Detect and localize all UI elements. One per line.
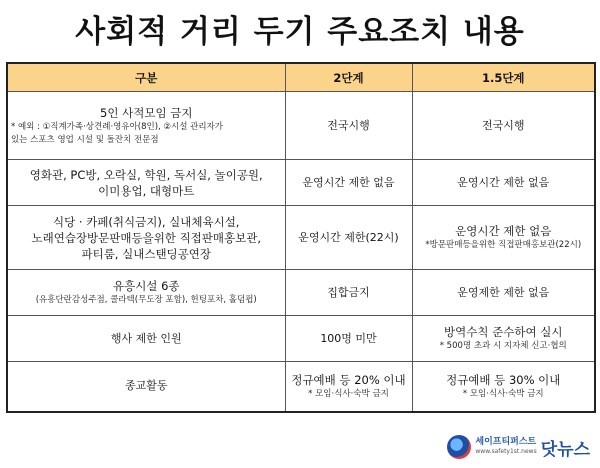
level-1-5-note: * 모임·식사·숙박 금지 [462,388,544,399]
header-level-2: 2단계 [285,63,412,92]
category-line: 노래연습장방문판매등을위한 직접판매홍보관, [31,230,261,245]
level-1-5-value: 정규예배 등 30% 이내 [446,372,561,387]
level-1-5-cell [412,206,595,270]
table-row [7,316,595,362]
level-1-5-cell [412,316,595,362]
row-category [7,160,285,206]
level-1-5-value: 운영시간 제한 없음 [455,224,552,238]
logo-url: www.safety1st.news [475,448,537,455]
table-row [7,362,595,412]
level-2-value: 전국시행 [285,92,412,160]
row-category [7,270,285,316]
level-2-value: 집합금지 [285,270,412,316]
level-2-value: 정규예배 등 20% 이내 [291,372,406,387]
level-2-value: 운영시간 제한(22시) [285,206,412,270]
page-title: 사회적 거리 두기 주요조치 내용 [75,14,525,50]
category-main: 5인 사적모임 금지 [100,105,193,120]
category-line: 파티룸, 실내스탠딩공연장 [81,246,211,261]
level-2-value: 100명 미만 [285,316,412,362]
row-category: 종교활동 [7,362,285,412]
category-note: 있는 스포츠 영업 시설 및 돌잔치 전문점 [11,134,159,145]
header-category: 구분 [7,63,285,92]
logo-brand: 닷뉴스 [540,439,590,460]
level-1-5-value: 전국시행 [412,92,595,160]
logo-text [475,437,536,457]
table-row [7,206,595,270]
category-main: 유흥시설 6종 [112,279,180,293]
level-1-5-value: 운영제한 제한 없음 [412,270,595,316]
table-row [7,92,595,160]
level-2-note: * 모임·식사·숙박 금지 [308,388,389,399]
category-note: (유흥단란감성주점, 콜라텍(무도장 포함), 헌팅포차, 홀덤펍) [35,295,257,305]
level-1-5-cell [412,362,595,412]
category-note: * 예외 : ①직계가족·상견례·영유아(8인), ②시설 관리자가 [11,121,224,132]
level-2-cell [285,362,412,412]
level-1-5-note: * 500명 초과 시 지자체 신고·협의 [439,341,567,351]
category-line: 이미용업, 대형마트 [98,183,195,198]
level-1-5-value: 운영시간 제한 없음 [412,160,595,206]
level-1-5-note: *방문판매등을위한 직접판매홍보관(22시) [425,240,582,250]
measures-table [6,62,596,413]
publisher-logo [447,432,590,462]
header-level-1-5: 1.5단계 [412,63,595,92]
table-row [7,270,595,316]
row-category [7,206,285,270]
row-category [7,92,285,160]
table-header-row [7,63,595,92]
table-row [7,160,595,206]
row-category: 행사 제한 인원 [7,316,285,362]
category-line: 식당 · 카페(취식금지), 실내체육시설, [53,214,240,229]
level-1-5-value: 방역수칙 준수하여 실시 [444,325,563,339]
level-2-value: 운영시간 제한 없음 [285,160,412,206]
logo-emblem-icon [447,435,471,459]
category-line: 영화관, PC방, 오락실, 학원, 독서실, 놀이공원, [29,167,263,182]
logo-name: 세이프티퍼스트 [475,437,537,447]
